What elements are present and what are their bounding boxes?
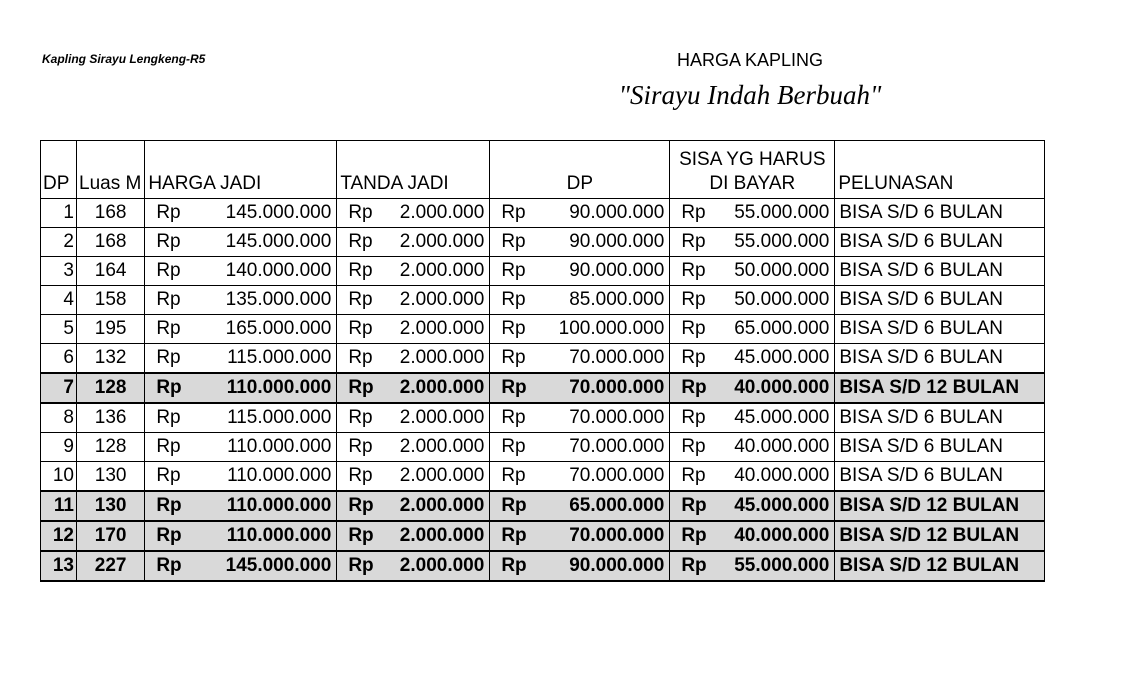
amount-value: 40.000.000 <box>734 465 830 486</box>
cell-no: 12 <box>41 521 77 551</box>
money-value <box>493 433 666 461</box>
cell-harga-jadi <box>145 228 337 257</box>
amount-value: 90.000.000 <box>569 555 665 576</box>
money-value <box>673 257 831 285</box>
money-value <box>148 199 333 227</box>
cell-pelunasan: BISA S/D 12 BULAN <box>835 373 1045 403</box>
money-value <box>493 199 666 227</box>
currency-label: Rp <box>348 202 373 223</box>
table-row <box>41 551 1045 581</box>
currency-label: Rp <box>156 436 181 457</box>
cell-sisa <box>670 199 835 228</box>
currency-label: Rp <box>681 202 706 223</box>
money-value <box>673 552 831 580</box>
cell-no: 7 <box>41 373 77 403</box>
amount-value: 2.000.000 <box>399 260 485 281</box>
cell-no: 6 <box>41 344 77 374</box>
currency-label: Rp <box>348 231 373 252</box>
currency-label: Rp <box>681 407 706 428</box>
cell-dp-amount <box>490 257 670 286</box>
amount-value: 40.000.000 <box>734 377 830 398</box>
amount-value: 110.000.000 <box>226 525 332 546</box>
currency-label: Rp <box>156 465 181 486</box>
cell-no: 4 <box>41 286 77 315</box>
table-row <box>41 521 1045 551</box>
amount-value: 2.000.000 <box>399 465 485 486</box>
cell-harga-jadi <box>145 315 337 344</box>
money-value <box>673 374 831 402</box>
cell-luas: 168 <box>77 228 145 257</box>
table-row <box>41 373 1045 403</box>
money-value <box>673 462 831 490</box>
cell-tanda-jadi <box>337 315 490 344</box>
money-value <box>148 344 333 372</box>
cell-dp-amount <box>490 228 670 257</box>
amount-value: 100.000.000 <box>558 318 665 339</box>
amount-value: 2.000.000 <box>399 318 485 339</box>
cell-dp-amount <box>490 551 670 581</box>
amount-value: 135.000.000 <box>225 289 332 310</box>
currency-label: Rp <box>501 231 526 252</box>
money-value <box>493 522 666 550</box>
money-value <box>673 433 831 461</box>
amount-value: 45.000.000 <box>734 407 830 428</box>
cell-harga-jadi <box>145 373 337 403</box>
money-value <box>148 228 333 256</box>
table-row <box>41 433 1045 462</box>
cell-pelunasan: BISA S/D 6 BULAN <box>835 228 1045 257</box>
cell-no: 5 <box>41 315 77 344</box>
cell-luas: 130 <box>77 491 145 521</box>
money-value <box>340 315 486 343</box>
amount-value: 50.000.000 <box>734 260 830 281</box>
amount-value: 45.000.000 <box>734 347 830 368</box>
currency-label: Rp <box>501 289 526 310</box>
cell-harga-jadi <box>145 551 337 581</box>
table-row <box>41 199 1045 228</box>
cell-no: 2 <box>41 228 77 257</box>
amount-value: 70.000.000 <box>569 436 665 457</box>
currency-label: Rp <box>156 260 181 281</box>
currency-label: Rp <box>156 377 182 398</box>
amount-value: 165.000.000 <box>225 318 332 339</box>
currency-label: Rp <box>501 495 527 516</box>
cell-pelunasan: BISA S/D 6 BULAN <box>835 286 1045 315</box>
cell-pelunasan: BISA S/D 12 BULAN <box>835 521 1045 551</box>
cell-luas: 128 <box>77 433 145 462</box>
currency-label: Rp <box>348 555 374 576</box>
amount-value: 70.000.000 <box>569 465 665 486</box>
amount-value: 2.000.000 <box>399 495 485 516</box>
amount-value: 40.000.000 <box>734 436 830 457</box>
amount-value: 70.000.000 <box>569 347 665 368</box>
document-heading: HARGA KAPLING <box>676 50 824 70</box>
cell-no: 10 <box>41 462 77 492</box>
currency-label: Rp <box>348 260 373 281</box>
currency-label: Rp <box>156 525 182 546</box>
cell-harga-jadi <box>145 286 337 315</box>
money-value <box>493 462 666 490</box>
cell-luas: 158 <box>77 286 145 315</box>
money-value <box>673 199 831 227</box>
currency-label: Rp <box>156 289 181 310</box>
money-value <box>673 344 831 372</box>
cell-no: 11 <box>41 491 77 521</box>
cell-dp-amount <box>490 491 670 521</box>
money-value <box>148 462 333 490</box>
cell-dp-amount <box>490 462 670 492</box>
cell-dp-amount <box>490 373 670 403</box>
header-tanda-jadi: TANDA JADI <box>337 141 490 199</box>
currency-label: Rp <box>681 436 706 457</box>
currency-label: Rp <box>681 555 707 576</box>
currency-label: Rp <box>348 318 373 339</box>
cell-tanda-jadi <box>337 462 490 492</box>
table-body <box>41 199 1045 582</box>
money-value <box>340 228 486 256</box>
cell-luas: 130 <box>77 462 145 492</box>
amount-value: 110.000.000 <box>227 465 332 486</box>
cell-dp-amount <box>490 344 670 374</box>
currency-label: Rp <box>501 318 526 339</box>
amount-value: 110.000.000 <box>226 377 332 398</box>
money-value <box>673 522 831 550</box>
currency-label: Rp <box>501 202 526 223</box>
cell-tanda-jadi <box>337 344 490 374</box>
table-row <box>41 315 1045 344</box>
cell-luas: 164 <box>77 257 145 286</box>
cell-sisa <box>670 315 835 344</box>
currency-label: Rp <box>681 318 706 339</box>
table-row <box>41 228 1045 257</box>
cell-luas: 132 <box>77 344 145 374</box>
cell-no: 1 <box>41 199 77 228</box>
money-value <box>148 522 333 550</box>
cell-pelunasan: BISA S/D 6 BULAN <box>835 315 1045 344</box>
currency-label: Rp <box>681 260 706 281</box>
amount-value: 145.000.000 <box>225 231 332 252</box>
currency-label: Rp <box>348 525 374 546</box>
cell-harga-jadi <box>145 403 337 433</box>
cell-luas: 170 <box>77 521 145 551</box>
cell-sisa <box>670 286 835 315</box>
table-row <box>41 491 1045 521</box>
amount-value: 90.000.000 <box>569 202 665 223</box>
amount-value: 2.000.000 <box>399 231 485 252</box>
cell-harga-jadi <box>145 521 337 551</box>
cell-pelunasan: BISA S/D 12 BULAN <box>835 551 1045 581</box>
amount-value: 2.000.000 <box>399 555 485 576</box>
cell-no: 8 <box>41 403 77 433</box>
currency-label: Rp <box>681 465 706 486</box>
money-value <box>673 228 831 256</box>
money-value <box>673 315 831 343</box>
money-value <box>493 552 666 580</box>
currency-label: Rp <box>501 525 527 546</box>
header-sisa-line1: SISA YG HARUS <box>679 149 826 170</box>
money-value <box>493 257 666 285</box>
money-value <box>493 315 666 343</box>
amount-value: 70.000.000 <box>569 377 665 398</box>
cell-sisa <box>670 403 835 433</box>
header-sisa-line2: DI BAYAR <box>709 173 796 194</box>
cell-harga-jadi <box>145 199 337 228</box>
cell-sisa <box>670 521 835 551</box>
header-pelunasan: PELUNASAN <box>835 141 1045 199</box>
money-value <box>673 286 831 314</box>
price-table <box>40 140 1045 582</box>
currency-label: Rp <box>156 231 181 252</box>
amount-value: 65.000.000 <box>734 318 830 339</box>
cell-tanda-jadi <box>337 257 490 286</box>
money-value <box>340 522 486 550</box>
money-value <box>340 433 486 461</box>
amount-value: 50.000.000 <box>734 289 830 310</box>
cell-sisa <box>670 344 835 374</box>
amount-value: 2.000.000 <box>399 347 485 368</box>
cell-tanda-jadi <box>337 286 490 315</box>
currency-label: Rp <box>348 289 373 310</box>
currency-label: Rp <box>156 555 182 576</box>
cell-dp-amount <box>490 521 670 551</box>
money-value <box>148 315 333 343</box>
currency-label: Rp <box>348 377 374 398</box>
currency-label: Rp <box>156 202 181 223</box>
cell-sisa <box>670 433 835 462</box>
money-value <box>340 374 486 402</box>
amount-value: 40.000.000 <box>734 525 830 546</box>
cell-sisa <box>670 551 835 581</box>
cell-tanda-jadi <box>337 521 490 551</box>
amount-value: 45.000.000 <box>734 495 830 516</box>
table-row <box>41 257 1045 286</box>
amount-value: 65.000.000 <box>569 495 665 516</box>
cell-dp-amount <box>490 403 670 433</box>
amount-value: 90.000.000 <box>569 231 665 252</box>
currency-label: Rp <box>501 377 527 398</box>
cell-sisa <box>670 257 835 286</box>
amount-value: 85.000.000 <box>569 289 665 310</box>
cell-pelunasan: BISA S/D 6 BULAN <box>835 199 1045 228</box>
table-header-row <box>41 141 1045 199</box>
money-value <box>673 492 831 520</box>
currency-label: Rp <box>681 347 706 368</box>
cell-harga-jadi <box>145 433 337 462</box>
cell-sisa <box>670 373 835 403</box>
cell-dp-amount <box>490 199 670 228</box>
currency-label: Rp <box>156 495 182 516</box>
amount-value: 140.000.000 <box>225 260 332 281</box>
amount-value: 110.000.000 <box>227 436 332 457</box>
money-value <box>493 344 666 372</box>
money-value <box>493 228 666 256</box>
money-value <box>340 257 486 285</box>
header-dp: DP <box>41 141 77 199</box>
cell-tanda-jadi <box>337 403 490 433</box>
header-harga-jadi: HARGA JADI <box>145 141 337 199</box>
amount-value: 70.000.000 <box>569 407 665 428</box>
currency-label: Rp <box>501 347 526 368</box>
money-value <box>340 286 486 314</box>
money-value <box>340 552 486 580</box>
cell-pelunasan: BISA S/D 6 BULAN <box>835 462 1045 492</box>
document-label: Kapling Sirayu Lengkeng-R5 <box>42 52 206 66</box>
table-row <box>41 462 1045 492</box>
money-value <box>493 374 666 402</box>
amount-value: 2.000.000 <box>399 407 485 428</box>
cell-tanda-jadi <box>337 433 490 462</box>
cell-dp-amount <box>490 286 670 315</box>
money-value <box>493 492 666 520</box>
cell-sisa <box>670 462 835 492</box>
amount-value: 145.000.000 <box>225 555 332 576</box>
cell-harga-jadi <box>145 491 337 521</box>
currency-label: Rp <box>681 289 706 310</box>
cell-tanda-jadi <box>337 199 490 228</box>
header-dp-amount: DP <box>490 141 670 199</box>
table-row <box>41 344 1045 374</box>
currency-label: Rp <box>501 465 526 486</box>
cell-sisa <box>670 228 835 257</box>
cell-pelunasan: BISA S/D 12 BULAN <box>835 491 1045 521</box>
currency-label: Rp <box>501 260 526 281</box>
cell-tanda-jadi <box>337 228 490 257</box>
currency-label: Rp <box>348 347 373 368</box>
cell-tanda-jadi <box>337 373 490 403</box>
cell-pelunasan: BISA S/D 6 BULAN <box>835 403 1045 433</box>
cell-dp-amount <box>490 315 670 344</box>
money-value <box>340 404 486 432</box>
cell-pelunasan: BISA S/D 6 BULAN <box>835 257 1045 286</box>
currency-label: Rp <box>348 465 373 486</box>
amount-value: 115.000.000 <box>227 407 332 428</box>
money-value <box>148 404 333 432</box>
money-value <box>340 462 486 490</box>
amount-value: 110.000.000 <box>226 495 332 516</box>
cell-harga-jadi <box>145 344 337 374</box>
amount-value: 2.000.000 <box>399 289 485 310</box>
header-sisa <box>670 141 835 199</box>
amount-value: 55.000.000 <box>734 202 830 223</box>
cell-pelunasan: BISA S/D 6 BULAN <box>835 344 1045 374</box>
money-value <box>340 492 486 520</box>
header-luas: Luas M <box>77 141 145 199</box>
amount-value: 2.000.000 <box>399 377 485 398</box>
amount-value: 2.000.000 <box>399 525 485 546</box>
currency-label: Rp <box>681 377 707 398</box>
cell-tanda-jadi <box>337 551 490 581</box>
currency-label: Rp <box>681 495 707 516</box>
amount-value: 115.000.000 <box>227 347 332 368</box>
money-value <box>493 286 666 314</box>
currency-label: Rp <box>348 407 373 428</box>
currency-label: Rp <box>501 436 526 457</box>
cell-luas: 227 <box>77 551 145 581</box>
currency-label: Rp <box>501 555 527 576</box>
money-value <box>148 286 333 314</box>
cell-tanda-jadi <box>337 491 490 521</box>
cell-no: 9 <box>41 433 77 462</box>
table-row <box>41 403 1045 433</box>
amount-value: 90.000.000 <box>569 260 665 281</box>
currency-label: Rp <box>156 347 181 368</box>
money-value <box>340 199 486 227</box>
cell-harga-jadi <box>145 462 337 492</box>
cell-sisa <box>670 491 835 521</box>
cell-pelunasan: BISA S/D 6 BULAN <box>835 433 1045 462</box>
amount-value: 55.000.000 <box>734 231 830 252</box>
amount-value: 145.000.000 <box>225 202 332 223</box>
currency-label: Rp <box>501 407 526 428</box>
document-subheading: "Sirayu Indah Berbuah" <box>618 80 882 110</box>
cell-harga-jadi <box>145 257 337 286</box>
cell-dp-amount <box>490 433 670 462</box>
currency-label: Rp <box>348 495 374 516</box>
currency-label: Rp <box>156 407 181 428</box>
money-value <box>493 404 666 432</box>
amount-value: 2.000.000 <box>399 436 485 457</box>
amount-value: 2.000.000 <box>399 202 485 223</box>
cell-no: 3 <box>41 257 77 286</box>
money-value <box>340 344 486 372</box>
currency-label: Rp <box>681 231 706 252</box>
cell-luas: 136 <box>77 403 145 433</box>
cell-luas: 195 <box>77 315 145 344</box>
currency-label: Rp <box>156 318 181 339</box>
currency-label: Rp <box>681 525 707 546</box>
amount-value: 55.000.000 <box>734 555 830 576</box>
money-value <box>148 552 333 580</box>
money-value <box>148 433 333 461</box>
money-value <box>673 404 831 432</box>
cell-luas: 128 <box>77 373 145 403</box>
cell-luas: 168 <box>77 199 145 228</box>
money-value <box>148 374 333 402</box>
table-row <box>41 286 1045 315</box>
currency-label: Rp <box>348 436 373 457</box>
cell-no: 13 <box>41 551 77 581</box>
money-value <box>148 257 333 285</box>
amount-value: 70.000.000 <box>569 525 665 546</box>
money-value <box>148 492 333 520</box>
